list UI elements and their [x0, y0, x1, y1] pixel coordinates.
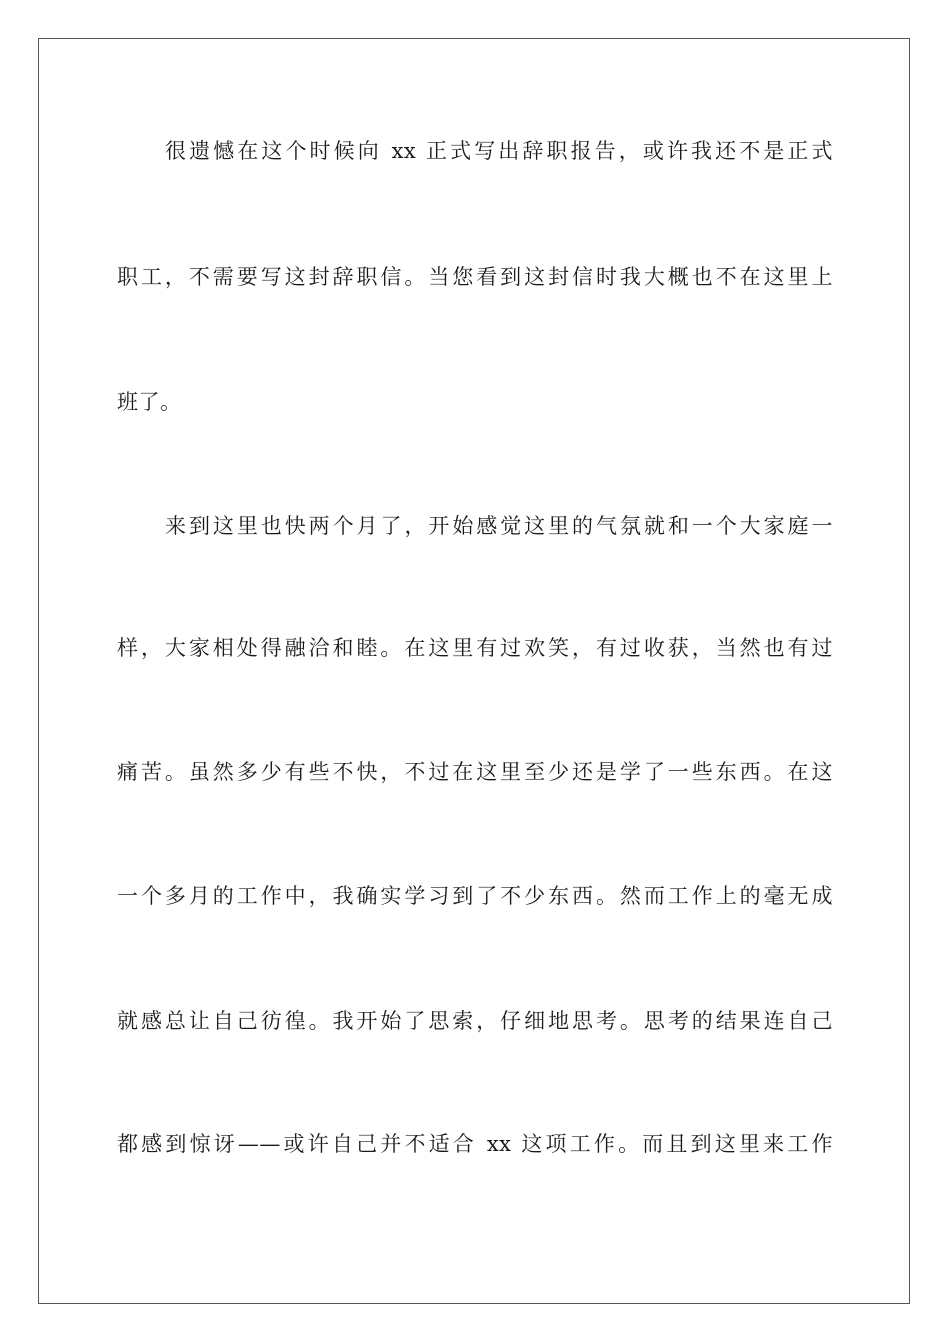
paragraph-2-line-6: 都感到惊讶——或许自己并不适合 xx 这项工作。而且到这里来工作	[117, 1132, 833, 1156]
paragraph-1-line-2: 职工，不需要写这封辞职信。当您看到这封信时我大概也不在这里上	[117, 265, 833, 289]
page-border	[38, 38, 910, 1304]
paragraph-2-line-3: 痛苦。虽然多少有些不快，不过在这里至少还是学了一些东西。在这	[117, 760, 833, 784]
paragraph-2-line-1: 来到这里也快两个月了，开始感觉这里的气氛就和一个大家庭一	[165, 514, 833, 538]
paragraph-2-line-4: 一个多月的工作中，我确实学习到了不少东西。然而工作上的毫无成	[117, 884, 833, 908]
paragraph-1-line-1: 很遗憾在这个时候向 xx 正式写出辞职报告，或许我还不是正式	[165, 139, 833, 163]
paragraph-2-line-2: 样，大家相处得融洽和睦。在这里有过欢笑，有过收获，当然也有过	[117, 636, 833, 660]
paragraph-2-line-5: 就感总让自己彷徨。我开始了思索，仔细地思考。思考的结果连自己	[117, 1009, 833, 1033]
paragraph-1-line-3: 班了。	[117, 390, 182, 414]
